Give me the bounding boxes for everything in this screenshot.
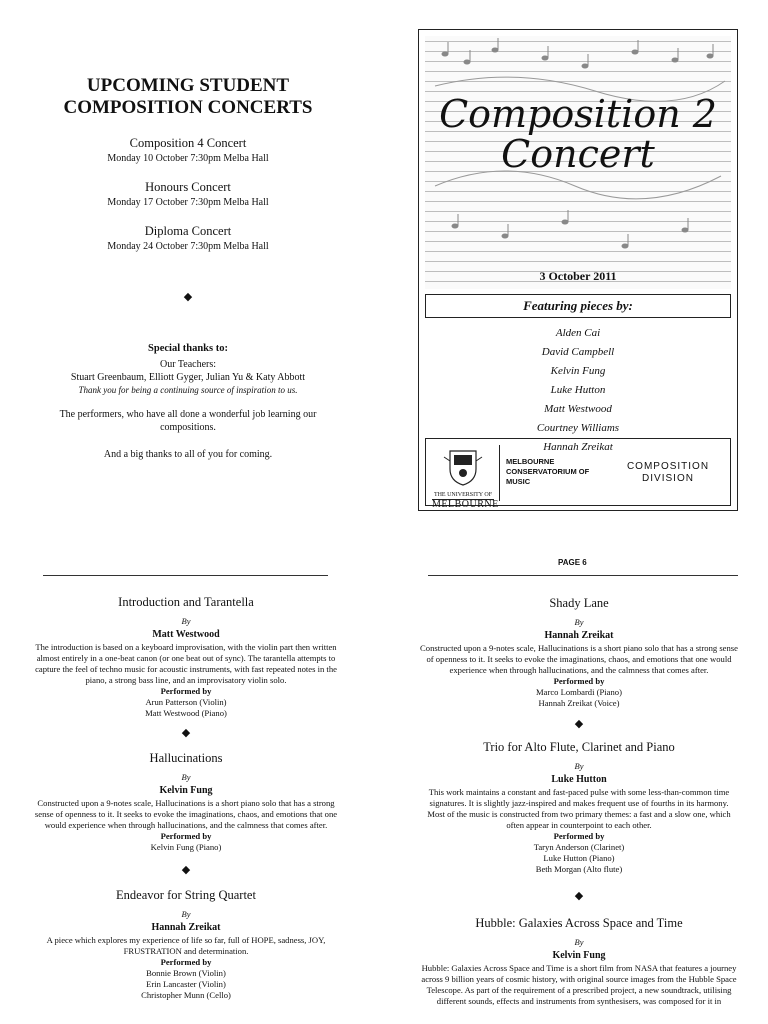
composer-item: Luke Hutton [550, 384, 606, 396]
programme-item [420, 916, 738, 1007]
piece-composer: Matt Westwood [152, 629, 220, 640]
composer-item: Alden Cai [555, 327, 601, 339]
performer: Kelvin Fung (Piano) [150, 842, 222, 852]
performed-by-label: Performed by [553, 831, 605, 841]
performer: Erin Lancaster (Violin) [146, 979, 226, 989]
piece-description: The introduction is based on a keyboard improvisation, with the violin part then written almost entirely in a one-beat canon (or one beat out of sync). The tarantella attempts to capture the feel of techno music for acoustic instruments, with fast repeated notes in the piano, a strong bass line, and an improvisatory violin solo. [35, 642, 337, 685]
concert-date: 3 October 2011 [539, 269, 617, 283]
featuring-heading: Featuring pieces by: [425, 294, 731, 318]
performer: Bonnie Brown (Violin) [146, 968, 226, 978]
sheet-music-artwork [425, 36, 731, 289]
piece-description: Constructed upon a 9-notes scale, Hallucinations is a short piano solo that has a strong sense of openness to it. It seeks to evoke the imaginations, chaos, and emotions that one would experience when through hallucinations, and the calmness that comes after. [420, 643, 738, 675]
diamond-divider: ◆ [181, 727, 191, 739]
composer-item: Hannah Zreikat [543, 441, 613, 453]
special-thanks-title: Special thanks to: [148, 343, 228, 354]
concert-title-line: Composition 2 [439, 92, 717, 136]
programme-item [31, 888, 341, 1001]
by-label: By [574, 761, 584, 771]
performer: Marco Lombardi (Piano) [536, 687, 622, 697]
composer-item: Matt Westwood [544, 403, 612, 415]
division-name: COMPOSITION DIVISION [626, 461, 710, 484]
piece-composer: Kelvin Fung [552, 950, 606, 961]
footer-divider [499, 445, 500, 501]
composer-item: Kelvin Fung [550, 365, 606, 377]
teachers-label: Our Teachers: [159, 359, 217, 370]
by-label: By [574, 617, 584, 627]
concert-name: Diploma Concert [144, 224, 232, 238]
concert-time: Monday 17 October 7:30pm Melba Hall [107, 197, 269, 208]
performed-by-label: Performed by [160, 686, 212, 696]
university-name: MELBOURNE [432, 499, 499, 510]
piece-description: Constructed upon a 9-notes scale, Hallucinations is a short piano solo that has a strong sense of openness to it. It seeks to evoke the imaginations, chaos, and emotions that one would experience when through hallucinations, and the calmness that comes after. [34, 798, 338, 830]
piece-description: Hubble: Galaxies Across Space and Time is a short film from NASA that features a journey across 9 billion years of cosmic history, with original source images from the Hubble Space Telescope. As part of the requirement of a prescribed project, a new soundtrack, utilising different sounds, effects and instruments from synthesisers, was composed for it in [421, 963, 737, 1006]
by-label: By [181, 616, 191, 626]
upcoming-concerts-title: UPCOMING STUDENT COMPOSITION CONCERTS [63, 75, 313, 118]
by-label: By [574, 937, 584, 947]
composer-item: Courtney Williams [536, 422, 620, 434]
piece-description: A piece which explores my experience of life so far, full of HOPE, sadness, JOY, FRUSTRATION and determination. [46, 935, 326, 956]
performed-by-label: Performed by [553, 676, 605, 686]
page-number: PAGE 6 [558, 558, 587, 567]
concert-listing [40, 180, 336, 208]
piece-title: Hubble: Galaxies Across Space and Time [475, 916, 683, 930]
concert-title-line: Concert [501, 132, 655, 176]
programme-item [31, 751, 341, 853]
piece-composer: Hannah Zreikat [151, 922, 221, 933]
composer-item: David Campbell [541, 346, 615, 358]
performer: Arun Patterson (Violin) [145, 697, 227, 707]
audience-thanks: And a big thanks to all of you for coming. [103, 449, 273, 460]
piece-composer: Luke Hutton [551, 774, 607, 785]
programme-right-column [420, 596, 738, 1007]
diamond-divider: ◆ [183, 291, 193, 303]
performer: Luke Hutton (Piano) [543, 853, 615, 863]
by-label: By [181, 909, 191, 919]
concert-title [425, 94, 731, 174]
conservatorium-name: MELBOURNE CONSERVATORIUM OF MUSIC [506, 457, 590, 486]
performer: Hannah Zreikat (Voice) [538, 698, 620, 708]
concert-name: Composition 4 Concert [129, 136, 247, 150]
special-thanks [40, 343, 336, 461]
horizontal-rule [43, 575, 328, 576]
piece-title: Hallucinations [149, 751, 223, 765]
piece-composer: Hannah Zreikat [544, 630, 614, 641]
piece-title: Trio for Alto Flute, Clarinet and Piano [483, 740, 675, 754]
piece-title: Endeavor for String Quartet [116, 888, 256, 902]
performer: Christopher Munn (Cello) [141, 990, 231, 1000]
programme-item [420, 740, 738, 875]
piece-title: Introduction and Tarantella [118, 595, 254, 609]
performed-by-label: Performed by [160, 957, 212, 967]
by-label: By [181, 772, 191, 782]
performed-by-label: Performed by [160, 831, 212, 841]
concert-listing [40, 224, 336, 252]
performer: Taryn Anderson (Clarinet) [533, 842, 625, 852]
university-logo [432, 447, 499, 510]
crest-icon [432, 447, 494, 487]
performer: Matt Westwood (Piano) [145, 708, 227, 718]
piece-composer: Kelvin Fung [159, 785, 213, 796]
concert-listing [40, 136, 336, 164]
diamond-divider: ◆ [574, 890, 584, 902]
program-cover [418, 29, 738, 511]
piece-description: This work maintains a constant and fast-paced pulse with some less-than-common time signatures. It is slightly jazz-inspired and makes frequent use of fourths in its harmony. Most of the music is constructed from two primary themes: a fast and a slow one, which often appear in counterpoint to each other. [427, 787, 731, 830]
teachers-names: Stuart Greenbaum, Elliott Gyger, Julian Yu & Katy Abbott [70, 372, 306, 383]
diamond-divider: ◆ [574, 718, 584, 730]
horizontal-rule [428, 575, 738, 576]
diamond-divider: ◆ [181, 864, 191, 876]
programme-item [420, 596, 738, 709]
piece-title: Shady Lane [549, 596, 609, 610]
teachers-note: Thank you for being a continuing source of inspiration to us. [78, 385, 298, 395]
concert-name: Honours Concert [145, 180, 231, 194]
programme-item [31, 595, 341, 719]
concert-time: Monday 10 October 7:30pm Melba Hall [107, 153, 269, 164]
university-name-small: THE UNIVERSITY OF [433, 492, 493, 498]
concert-time: Monday 24 October 7:30pm Melba Hall [107, 241, 269, 252]
performers-thanks: The performers, who have all done a wonderful job learning our compositions. [59, 409, 317, 433]
programme-left-column [31, 595, 341, 1001]
performer: Beth Morgan (Alto flute) [535, 864, 623, 874]
cover-footer [425, 438, 731, 510]
